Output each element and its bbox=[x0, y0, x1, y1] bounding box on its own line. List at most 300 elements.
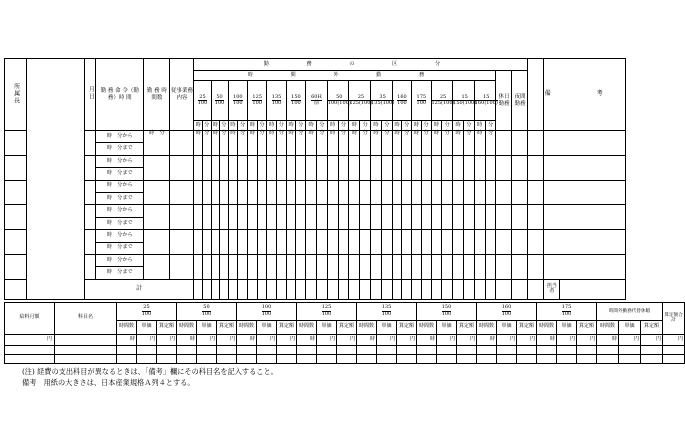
shozokucho-cell[interactable] bbox=[5, 205, 27, 230]
hour-cell[interactable]: 時 bbox=[474, 131, 485, 156]
hour-cell[interactable] bbox=[392, 205, 402, 230]
minute-cell[interactable] bbox=[220, 180, 229, 205]
summary-entry-cell[interactable] bbox=[337, 354, 357, 363]
duty-cell[interactable] bbox=[170, 155, 194, 180]
total-minute-cell[interactable] bbox=[360, 279, 371, 299]
hour-cell[interactable] bbox=[286, 254, 296, 279]
minute-cell[interactable] bbox=[238, 205, 248, 230]
total-minute-cell[interactable] bbox=[277, 279, 287, 299]
hour-cell[interactable] bbox=[474, 254, 485, 279]
summary-entry-cell[interactable] bbox=[377, 354, 397, 363]
minute-cell[interactable] bbox=[381, 230, 392, 255]
hour-cell[interactable] bbox=[248, 155, 258, 180]
hour-cell[interactable]: 時 bbox=[248, 131, 258, 156]
summary-entry-cell[interactable] bbox=[277, 354, 297, 363]
total-minute-cell[interactable] bbox=[381, 279, 392, 299]
work-time-cell[interactable]: 時 分から bbox=[96, 180, 144, 192]
minute-cell[interactable]: 分 bbox=[360, 131, 371, 156]
hour-cell[interactable] bbox=[267, 205, 277, 230]
hour-cell[interactable] bbox=[306, 254, 317, 279]
hour-cell[interactable] bbox=[412, 155, 422, 180]
summary-entry-cell[interactable] bbox=[257, 354, 277, 363]
minute-cell[interactable] bbox=[463, 230, 474, 255]
duty-cell[interactable] bbox=[170, 180, 194, 205]
total-minute-cell[interactable] bbox=[338, 279, 349, 299]
remarks-cell[interactable] bbox=[544, 254, 626, 279]
work-hours-cell[interactable] bbox=[144, 205, 170, 230]
minute-cell[interactable] bbox=[338, 180, 349, 205]
total-minute-cell[interactable] bbox=[485, 279, 496, 299]
total-minute-cell[interactable] bbox=[316, 279, 327, 299]
hour-cell[interactable] bbox=[306, 180, 317, 205]
minute-cell[interactable]: 分 bbox=[421, 131, 431, 156]
hour-cell[interactable] bbox=[453, 180, 464, 205]
minute-cell[interactable] bbox=[316, 254, 327, 279]
hour-cell[interactable]: 時 bbox=[431, 131, 442, 156]
hour-cell[interactable]: 時 bbox=[349, 131, 360, 156]
summary-entry-cell[interactable] bbox=[377, 345, 397, 354]
total-minute-cell[interactable] bbox=[421, 279, 431, 299]
hour-cell[interactable] bbox=[474, 230, 485, 255]
summary-entry-cell[interactable] bbox=[477, 345, 497, 354]
total-extra-cell[interactable] bbox=[528, 279, 544, 299]
hour-cell[interactable]: 時 bbox=[194, 131, 203, 156]
total-minute-cell[interactable] bbox=[463, 279, 474, 299]
summary-entry-cell[interactable] bbox=[457, 345, 477, 354]
work-time-cell[interactable]: 時 分まで bbox=[96, 168, 144, 180]
hour-cell[interactable]: 時 bbox=[412, 131, 422, 156]
hour-cell[interactable] bbox=[453, 254, 464, 279]
work-time-cell[interactable]: 時 分まで bbox=[96, 192, 144, 204]
minute-cell[interactable] bbox=[463, 254, 474, 279]
total-hour-cell[interactable] bbox=[194, 279, 203, 299]
holiday-cell[interactable] bbox=[496, 205, 512, 230]
summary-entry-cell[interactable] bbox=[197, 354, 217, 363]
minute-cell[interactable] bbox=[238, 230, 248, 255]
hour-cell[interactable] bbox=[412, 180, 422, 205]
summary-entry-cell[interactable] bbox=[5, 354, 55, 363]
minute-cell[interactable] bbox=[463, 205, 474, 230]
minute-cell[interactable]: 分 bbox=[202, 131, 211, 156]
hour-cell[interactable] bbox=[453, 230, 464, 255]
hour-cell[interactable]: 時 bbox=[371, 131, 382, 156]
minute-cell[interactable] bbox=[485, 230, 496, 255]
tantosha-seal[interactable] bbox=[560, 279, 626, 299]
night-cell[interactable] bbox=[512, 254, 528, 279]
minute-cell[interactable] bbox=[202, 155, 211, 180]
summary-entry-cell[interactable] bbox=[663, 345, 685, 354]
hour-cell[interactable] bbox=[349, 155, 360, 180]
summary-entry-cell[interactable] bbox=[619, 354, 641, 363]
summary-entry-cell[interactable] bbox=[55, 354, 117, 363]
minute-cell[interactable] bbox=[381, 180, 392, 205]
hour-cell[interactable] bbox=[286, 180, 296, 205]
total-hour-cell[interactable] bbox=[392, 279, 402, 299]
summary-entry-cell[interactable] bbox=[537, 345, 557, 354]
minute-cell[interactable] bbox=[277, 180, 287, 205]
hour-cell[interactable] bbox=[412, 254, 422, 279]
hour-cell[interactable] bbox=[349, 254, 360, 279]
hour-cell[interactable] bbox=[267, 230, 277, 255]
account-cell[interactable] bbox=[55, 334, 117, 345]
minute-cell[interactable] bbox=[442, 205, 453, 230]
minute-cell[interactable]: 分 bbox=[257, 131, 267, 156]
total-hour-cell[interactable] bbox=[228, 279, 238, 299]
summary-entry-cell[interactable] bbox=[497, 354, 517, 363]
hour-cell[interactable] bbox=[371, 254, 382, 279]
minute-cell[interactable] bbox=[442, 230, 453, 255]
hour-cell[interactable] bbox=[431, 254, 442, 279]
holiday-cell[interactable] bbox=[496, 180, 512, 205]
night-cell[interactable] bbox=[512, 155, 528, 180]
hour-cell[interactable] bbox=[392, 230, 402, 255]
summary-entry-cell[interactable] bbox=[297, 354, 317, 363]
hour-cell[interactable] bbox=[431, 230, 442, 255]
hour-cell[interactable] bbox=[286, 205, 296, 230]
summary-entry-cell[interactable] bbox=[357, 345, 377, 354]
holiday-cell[interactable] bbox=[496, 254, 512, 279]
hour-cell[interactable] bbox=[194, 230, 203, 255]
month-day-cell[interactable] bbox=[84, 155, 95, 180]
duty-cell[interactable] bbox=[170, 131, 194, 156]
work-time-cell[interactable]: 時 分まで bbox=[96, 217, 144, 229]
work-hours-cell[interactable]: 時 分 bbox=[144, 131, 170, 156]
minute-cell[interactable] bbox=[277, 205, 287, 230]
summary-entry-cell[interactable] bbox=[417, 345, 437, 354]
work-time-cell[interactable]: 時 分から bbox=[96, 230, 144, 242]
hour-cell[interactable] bbox=[248, 180, 258, 205]
hour-cell[interactable] bbox=[327, 254, 338, 279]
total-hour-cell[interactable] bbox=[286, 279, 296, 299]
hour-cell[interactable] bbox=[327, 155, 338, 180]
night-extra-cell[interactable] bbox=[528, 254, 544, 279]
total-minute-cell[interactable] bbox=[238, 279, 248, 299]
summary-entry-cell[interactable] bbox=[157, 354, 177, 363]
total-hour-cell[interactable] bbox=[474, 279, 485, 299]
remarks-cell[interactable] bbox=[544, 180, 626, 205]
summary-entry-cell[interactable] bbox=[577, 345, 597, 354]
minute-cell[interactable] bbox=[338, 254, 349, 279]
hour-cell[interactable] bbox=[453, 205, 464, 230]
remarks-cell[interactable] bbox=[544, 131, 626, 156]
minute-cell[interactable] bbox=[485, 254, 496, 279]
summary-entry-cell[interactable] bbox=[357, 354, 377, 363]
summary-entry-cell[interactable] bbox=[577, 354, 597, 363]
minute-cell[interactable] bbox=[442, 155, 453, 180]
summary-entry-cell[interactable] bbox=[317, 345, 337, 354]
total-minute-cell[interactable] bbox=[296, 279, 306, 299]
summary-entry-cell[interactable] bbox=[157, 345, 177, 354]
minute-cell[interactable] bbox=[463, 180, 474, 205]
hour-cell[interactable] bbox=[453, 155, 464, 180]
work-time-cell[interactable]: 時 分から bbox=[96, 131, 144, 143]
hour-cell[interactable] bbox=[194, 180, 203, 205]
minute-cell[interactable] bbox=[296, 155, 306, 180]
hour-cell[interactable]: 時 bbox=[453, 131, 464, 156]
minute-cell[interactable] bbox=[316, 155, 327, 180]
work-time-cell[interactable]: 時 分まで bbox=[96, 242, 144, 254]
minute-cell[interactable]: 分 bbox=[220, 131, 229, 156]
summary-entry-cell[interactable] bbox=[517, 354, 537, 363]
month-day-cell[interactable] bbox=[84, 205, 95, 230]
night-extra-cell[interactable] bbox=[528, 180, 544, 205]
summary-entry-cell[interactable] bbox=[557, 354, 577, 363]
hour-cell[interactable] bbox=[412, 230, 422, 255]
hour-cell[interactable] bbox=[474, 180, 485, 205]
minute-cell[interactable] bbox=[220, 155, 229, 180]
total-hour-cell[interactable] bbox=[412, 279, 422, 299]
hour-cell[interactable] bbox=[306, 155, 317, 180]
summary-entry-cell[interactable] bbox=[537, 354, 557, 363]
minute-cell[interactable] bbox=[485, 155, 496, 180]
holiday-cell[interactable] bbox=[496, 131, 512, 156]
minute-cell[interactable] bbox=[360, 180, 371, 205]
hour-cell[interactable] bbox=[228, 230, 238, 255]
total-minute-cell[interactable] bbox=[442, 279, 453, 299]
minute-cell[interactable] bbox=[277, 254, 287, 279]
summary-entry-cell[interactable] bbox=[277, 345, 297, 354]
hour-cell[interactable] bbox=[248, 254, 258, 279]
minute-cell[interactable] bbox=[402, 230, 412, 255]
total-holiday-cell[interactable] bbox=[496, 279, 512, 299]
shozokucho-cell[interactable] bbox=[5, 254, 27, 279]
work-time-cell[interactable]: 時 分から bbox=[96, 155, 144, 167]
summary-entry-cell[interactable] bbox=[237, 345, 257, 354]
minute-cell[interactable] bbox=[421, 254, 431, 279]
summary-entry-cell[interactable] bbox=[337, 345, 357, 354]
summary-entry-cell[interactable] bbox=[517, 345, 537, 354]
hour-cell[interactable]: 時 bbox=[228, 131, 238, 156]
summary-entry-cell[interactable] bbox=[417, 354, 437, 363]
summary-entry-cell[interactable] bbox=[597, 354, 619, 363]
night-extra-cell[interactable] bbox=[528, 230, 544, 255]
minute-cell[interactable] bbox=[381, 205, 392, 230]
hour-cell[interactable] bbox=[392, 254, 402, 279]
hour-cell[interactable] bbox=[474, 155, 485, 180]
minute-cell[interactable] bbox=[485, 205, 496, 230]
hour-cell[interactable] bbox=[228, 205, 238, 230]
hour-cell[interactable]: 時 bbox=[286, 131, 296, 156]
hour-cell[interactable] bbox=[431, 180, 442, 205]
minute-cell[interactable] bbox=[485, 180, 496, 205]
night-cell[interactable] bbox=[512, 230, 528, 255]
duty-cell[interactable] bbox=[170, 205, 194, 230]
minute-cell[interactable]: 分 bbox=[381, 131, 392, 156]
total-hour-cell[interactable] bbox=[248, 279, 258, 299]
minute-cell[interactable] bbox=[257, 180, 267, 205]
hour-cell[interactable] bbox=[349, 180, 360, 205]
shozokucho-cell[interactable] bbox=[5, 131, 27, 156]
minute-cell[interactable] bbox=[296, 180, 306, 205]
month-day-cell[interactable] bbox=[84, 230, 95, 255]
minute-cell[interactable] bbox=[360, 205, 371, 230]
summary-entry-cell[interactable] bbox=[397, 345, 417, 354]
hour-cell[interactable]: 時 bbox=[267, 131, 277, 156]
total-hour-cell[interactable] bbox=[431, 279, 442, 299]
hour-cell[interactable] bbox=[228, 155, 238, 180]
minute-cell[interactable] bbox=[463, 155, 474, 180]
minute-cell[interactable] bbox=[277, 230, 287, 255]
minute-cell[interactable]: 分 bbox=[296, 131, 306, 156]
work-hours-cell[interactable] bbox=[144, 230, 170, 255]
minute-cell[interactable] bbox=[220, 205, 229, 230]
duty-cell[interactable] bbox=[170, 230, 194, 255]
summary-entry-cell[interactable] bbox=[257, 345, 277, 354]
night-cell[interactable] bbox=[512, 180, 528, 205]
hour-cell[interactable] bbox=[349, 205, 360, 230]
hour-cell[interactable] bbox=[412, 205, 422, 230]
night-cell[interactable] bbox=[512, 205, 528, 230]
summary-entry-cell[interactable] bbox=[597, 345, 619, 354]
minute-cell[interactable]: 分 bbox=[442, 131, 453, 156]
month-day-cell[interactable] bbox=[84, 254, 95, 279]
hour-cell[interactable] bbox=[371, 205, 382, 230]
hour-cell[interactable] bbox=[306, 205, 317, 230]
hour-cell[interactable] bbox=[327, 205, 338, 230]
hour-cell[interactable] bbox=[431, 155, 442, 180]
hour-cell[interactable] bbox=[371, 230, 382, 255]
minute-cell[interactable] bbox=[402, 205, 412, 230]
total-hour-cell[interactable] bbox=[327, 279, 338, 299]
minute-cell[interactable] bbox=[202, 180, 211, 205]
summary-entry-cell[interactable] bbox=[663, 354, 685, 363]
hour-cell[interactable] bbox=[267, 155, 277, 180]
hour-cell[interactable] bbox=[371, 180, 382, 205]
total-hour-cell[interactable] bbox=[371, 279, 382, 299]
summary-entry-cell[interactable] bbox=[397, 354, 417, 363]
minute-cell[interactable] bbox=[360, 155, 371, 180]
summary-entry-cell[interactable] bbox=[437, 354, 457, 363]
night-extra-cell[interactable] bbox=[528, 155, 544, 180]
hour-cell[interactable] bbox=[248, 230, 258, 255]
hour-cell[interactable] bbox=[228, 180, 238, 205]
minute-cell[interactable] bbox=[442, 254, 453, 279]
hour-cell[interactable] bbox=[371, 155, 382, 180]
total-minute-cell[interactable] bbox=[257, 279, 267, 299]
summary-entry-cell[interactable] bbox=[477, 354, 497, 363]
minute-cell[interactable]: 分 bbox=[277, 131, 287, 156]
minute-cell[interactable] bbox=[238, 155, 248, 180]
minute-cell[interactable] bbox=[257, 230, 267, 255]
minute-cell[interactable] bbox=[338, 230, 349, 255]
hour-cell[interactable] bbox=[211, 205, 220, 230]
hour-cell[interactable] bbox=[327, 230, 338, 255]
summary-entry-cell[interactable] bbox=[217, 354, 237, 363]
minute-cell[interactable] bbox=[296, 254, 306, 279]
night-cell[interactable] bbox=[512, 131, 528, 156]
summary-entry-cell[interactable] bbox=[619, 345, 641, 354]
minute-cell[interactable] bbox=[360, 254, 371, 279]
minute-cell[interactable] bbox=[238, 180, 248, 205]
total-hour-cell[interactable] bbox=[306, 279, 317, 299]
minute-cell[interactable] bbox=[402, 155, 412, 180]
minute-cell[interactable] bbox=[220, 230, 229, 255]
summary-entry-cell[interactable] bbox=[117, 354, 137, 363]
month-day-cell[interactable] bbox=[84, 180, 95, 205]
summary-entry-cell[interactable] bbox=[437, 345, 457, 354]
total-night-cell[interactable] bbox=[512, 279, 528, 299]
summary-entry-cell[interactable] bbox=[237, 354, 257, 363]
month-day-cell[interactable] bbox=[84, 131, 95, 156]
summary-entry-cell[interactable] bbox=[55, 345, 117, 354]
duty-cell[interactable] bbox=[170, 254, 194, 279]
minute-cell[interactable] bbox=[202, 254, 211, 279]
hour-cell[interactable] bbox=[286, 155, 296, 180]
summary-entry-cell[interactable] bbox=[137, 354, 157, 363]
total-minute-cell[interactable] bbox=[202, 279, 211, 299]
total-minute-cell[interactable] bbox=[402, 279, 412, 299]
night-extra-cell[interactable] bbox=[528, 131, 544, 156]
minute-cell[interactable]: 分 bbox=[463, 131, 474, 156]
minute-cell[interactable] bbox=[257, 155, 267, 180]
minute-cell[interactable] bbox=[338, 155, 349, 180]
hour-cell[interactable] bbox=[211, 230, 220, 255]
hour-cell[interactable] bbox=[267, 254, 277, 279]
minute-cell[interactable] bbox=[202, 205, 211, 230]
minute-cell[interactable] bbox=[381, 155, 392, 180]
hour-cell[interactable] bbox=[211, 180, 220, 205]
minute-cell[interactable]: 分 bbox=[485, 131, 496, 156]
summary-entry-cell[interactable] bbox=[5, 345, 55, 354]
total-hour-cell[interactable] bbox=[349, 279, 360, 299]
summary-entry-cell[interactable] bbox=[177, 345, 197, 354]
summary-entry-cell[interactable] bbox=[297, 345, 317, 354]
minute-cell[interactable] bbox=[421, 155, 431, 180]
hour-cell[interactable] bbox=[228, 254, 238, 279]
summary-entry-cell[interactable] bbox=[217, 345, 237, 354]
hour-cell[interactable] bbox=[194, 155, 203, 180]
summary-entry-cell[interactable] bbox=[177, 354, 197, 363]
hour-cell[interactable] bbox=[211, 155, 220, 180]
hour-cell[interactable] bbox=[211, 254, 220, 279]
minute-cell[interactable] bbox=[421, 180, 431, 205]
summary-entry-cell[interactable] bbox=[137, 345, 157, 354]
hour-cell[interactable] bbox=[474, 205, 485, 230]
summary-entry-cell[interactable] bbox=[117, 345, 137, 354]
hour-cell[interactable] bbox=[286, 230, 296, 255]
summary-entry-cell[interactable] bbox=[557, 345, 577, 354]
total-hour-cell[interactable] bbox=[267, 279, 277, 299]
shozokucho-cell[interactable] bbox=[5, 155, 27, 180]
minute-cell[interactable] bbox=[257, 254, 267, 279]
minute-cell[interactable] bbox=[381, 254, 392, 279]
hour-cell[interactable] bbox=[327, 180, 338, 205]
summary-entry-cell[interactable] bbox=[197, 345, 217, 354]
minute-cell[interactable] bbox=[360, 230, 371, 255]
hour-cell[interactable]: 時 bbox=[327, 131, 338, 156]
total-hour-cell[interactable] bbox=[211, 279, 220, 299]
minute-cell[interactable] bbox=[257, 205, 267, 230]
remarks-cell[interactable] bbox=[544, 155, 626, 180]
minute-cell[interactable] bbox=[316, 180, 327, 205]
minute-cell[interactable]: 分 bbox=[402, 131, 412, 156]
work-time-cell[interactable]: 時 分まで bbox=[96, 143, 144, 155]
hour-cell[interactable] bbox=[306, 230, 317, 255]
remarks-cell[interactable] bbox=[544, 230, 626, 255]
hour-cell[interactable]: 時 bbox=[306, 131, 317, 156]
minute-cell[interactable] bbox=[202, 230, 211, 255]
work-time-cell[interactable]: 時 分まで bbox=[96, 267, 144, 279]
minute-cell[interactable] bbox=[296, 230, 306, 255]
minute-cell[interactable] bbox=[220, 254, 229, 279]
minute-cell[interactable] bbox=[421, 205, 431, 230]
shozokucho-cell[interactable] bbox=[5, 230, 27, 255]
holiday-cell[interactable] bbox=[496, 230, 512, 255]
minute-cell[interactable] bbox=[442, 180, 453, 205]
minute-cell[interactable] bbox=[402, 180, 412, 205]
minute-cell[interactable] bbox=[277, 155, 287, 180]
hour-cell[interactable] bbox=[431, 205, 442, 230]
